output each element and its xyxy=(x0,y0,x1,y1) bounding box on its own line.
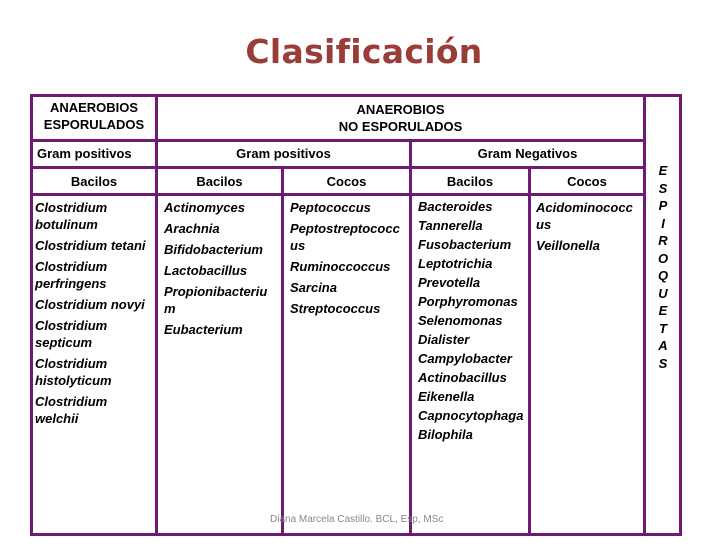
list-item: Streptococcus xyxy=(290,301,381,316)
column-gram-neg-cocos xyxy=(536,199,638,258)
list-item: Peptococcus xyxy=(290,200,371,215)
header-no-esporulados xyxy=(158,101,643,135)
letter: S xyxy=(658,180,668,196)
header-line: ESPORULADOS xyxy=(43,117,145,132)
header-line: ANAEROBIOS xyxy=(49,100,139,115)
column-gram-pos-bacilos xyxy=(164,199,276,342)
table-border-right xyxy=(679,94,682,536)
list-item: Clostridium septicum xyxy=(35,318,108,350)
list-item: Fusobacterium xyxy=(418,237,512,252)
letter: E xyxy=(658,163,668,178)
letter: P xyxy=(658,198,668,213)
letter: O xyxy=(657,250,669,266)
list-item: Campylobacter xyxy=(418,351,512,366)
letter: A xyxy=(658,338,668,353)
list-item: Actinobacillus xyxy=(418,370,507,385)
list-item: Bifidobacterium xyxy=(164,242,263,257)
letter: U xyxy=(658,285,668,301)
list-item: Actinomyces xyxy=(164,200,245,215)
column-clostridium xyxy=(35,199,147,431)
espiroquetas-vertical-label xyxy=(651,162,675,372)
row-divider xyxy=(30,166,646,169)
list-item: Capnocytophaga xyxy=(418,408,524,423)
table-border-top xyxy=(30,94,682,97)
list-item: Eubacterium xyxy=(164,322,243,337)
letter: I xyxy=(661,215,665,231)
header-bacilos: Bacilos xyxy=(446,174,494,189)
page-title: Clasificación xyxy=(245,32,483,71)
list-item: Porphyromonas xyxy=(418,294,518,309)
column-gram-pos-cocos xyxy=(290,199,404,321)
col-divider xyxy=(643,94,646,536)
table-border-left xyxy=(30,94,33,536)
list-item: Acidominococcus xyxy=(536,200,633,232)
header-gram-negativos: Gram Negativos xyxy=(477,146,578,161)
header-gram-positivos: Gram positivos xyxy=(236,146,331,161)
header-cocos: Cocos xyxy=(567,174,607,189)
letter: S xyxy=(658,355,668,371)
list-item: Clostridium novyi xyxy=(35,297,145,312)
letter: T xyxy=(659,320,667,336)
header-cocos: Cocos xyxy=(326,174,367,189)
header-bacilos: Bacilos xyxy=(196,174,243,189)
list-item: Propionibacterium xyxy=(164,284,268,316)
col-divider xyxy=(281,166,284,536)
list-item: Selenomonas xyxy=(418,313,503,328)
list-item: Clostridium welchii xyxy=(35,394,108,426)
letter: E xyxy=(658,303,668,318)
letter: Q xyxy=(657,268,669,283)
list-item: Lactobacillus xyxy=(164,263,248,278)
list-item: Clostridium tetani xyxy=(35,238,146,253)
list-item: Ruminoccoccus xyxy=(290,259,391,274)
column-gram-neg-bacilos xyxy=(418,199,524,443)
list-item: Veillonella xyxy=(536,238,600,253)
list-item: Tannerella xyxy=(418,218,483,233)
header-line: NO ESPORULADOS xyxy=(338,119,463,134)
table-border-bottom xyxy=(30,533,682,536)
header-esporulados xyxy=(33,99,155,133)
list-item: Eikenella xyxy=(418,389,475,404)
col-divider xyxy=(409,139,412,536)
list-item: Clostridium botulinum xyxy=(35,200,108,232)
header-bacilos: Bacilos xyxy=(70,174,118,189)
list-item: Peptostreptococcus xyxy=(290,221,400,253)
letter: R xyxy=(658,233,668,248)
list-item: Bilophila xyxy=(418,427,473,442)
list-item: Clostridium histolyticum xyxy=(35,356,112,388)
list-item: Clostridium perfringens xyxy=(35,259,108,291)
footer-credit: Diana Marcela Castillo. BCL, Esp, MSc xyxy=(270,514,444,525)
list-item: Dialister xyxy=(418,332,470,347)
row-divider xyxy=(30,193,646,196)
list-item: Bacteroides xyxy=(418,199,493,214)
col-divider xyxy=(528,166,531,536)
list-item: Leptotrichia xyxy=(418,256,493,271)
list-item: Prevotella xyxy=(418,275,481,290)
row-divider xyxy=(30,139,646,142)
list-item: Sarcina xyxy=(290,280,337,295)
list-item: Arachnia xyxy=(164,221,220,236)
header-gram-positivos-left: Gram positivos xyxy=(37,146,132,161)
header-line: ANAEROBIOS xyxy=(356,102,445,117)
